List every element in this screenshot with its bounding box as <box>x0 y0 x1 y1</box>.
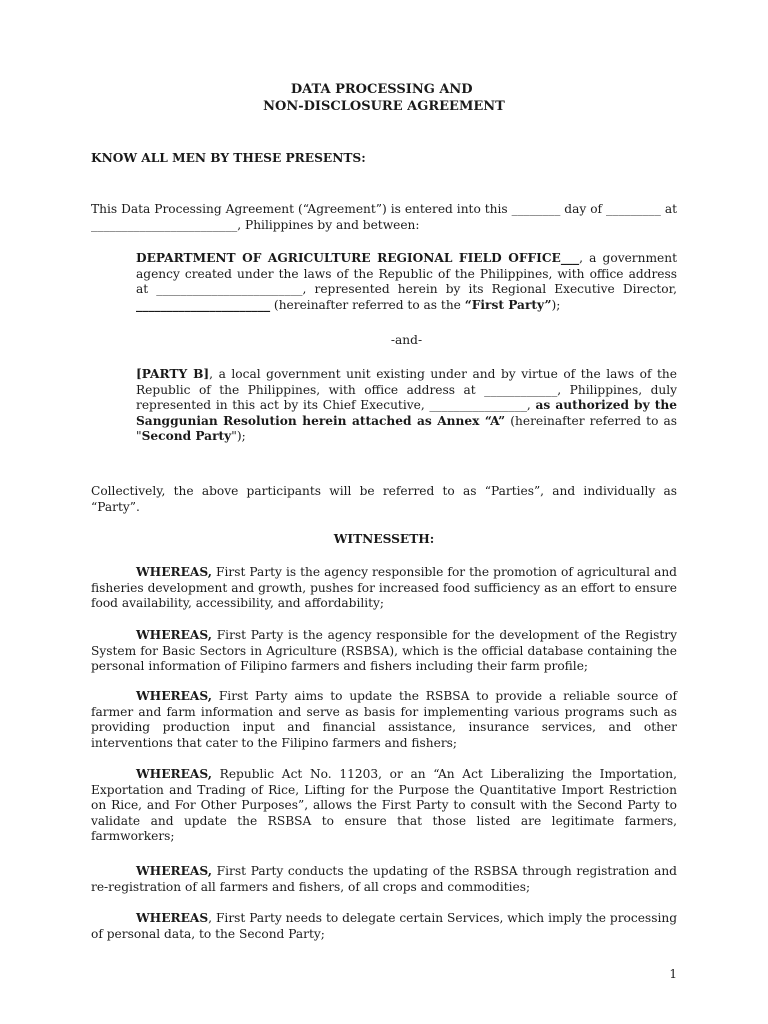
whereas-lead: WHEREAS, <box>136 767 212 781</box>
second-party-paragraph <box>136 367 677 445</box>
first-party-paragraph <box>136 251 677 313</box>
whereas-lead: WHEREAS, <box>136 689 212 703</box>
intro-text: This Data Processing Agreement (“Agreement”) is entered into this ________ day of _________ at ________________________, Philippines by and between: <box>91 202 677 232</box>
intro-paragraph <box>91 202 677 233</box>
second-party-text-3: "); <box>231 429 246 444</box>
title-line-1: DATA PROCESSING AND <box>290 82 478 97</box>
collectively-paragraph: Collectively, the above participants will be referred to as “Parties”, and individually as “Party”. <box>91 484 677 514</box>
second-party-label: Second Party <box>141 429 232 444</box>
know-all-men-heading: KNOW ALL MEN BY THESE PRESENTS: <box>91 151 366 165</box>
director-blank: ______________________ <box>136 297 271 312</box>
first-party-text-1: , a government agency created under the laws of the Republic of the Philippines, with office address at ________________________, represented herein by its Regional Executive Director, <box>136 251 677 297</box>
whereas-lead: WHEREAS, <box>136 864 212 878</box>
whereas-clause <box>91 911 677 942</box>
page-number: 1 <box>669 967 677 981</box>
first-party-text-3: ); <box>551 297 561 312</box>
document-title <box>0 81 768 115</box>
whereas-lead: WHEREAS <box>136 911 209 925</box>
whereas-clause <box>91 864 677 895</box>
whereas-text: First Party conducts the updating of the RSBSA through registration and re-registration of all farmers and fishers, of all crops and commodities; <box>91 864 677 894</box>
first-party-name: DEPARTMENT OF AGRICULTURE REGIONAL FIELD OFFICE___ <box>136 251 580 265</box>
whereas-text: , First Party needs to delegate certain Services, which imply the processing of personal data, to the Second Party; <box>91 911 677 941</box>
whereas-text: First Party is the agency responsible for the promotion of agricultural and fisheries development and growth, pushes for increased food sufficiency as an effort to ensure food availability, accessibility, and affordability; <box>91 565 677 611</box>
first-party-label: “First Party” <box>464 297 552 312</box>
second-party-text-1: , a local government unit existing under and by virtue of the laws of the Republic of the Philippines, with office address at ____________, Philippines, duly represented in this act by its Chief Executive, ________________, <box>136 367 677 413</box>
title-line-2: NON-DISCLOSURE AGREEMENT <box>263 99 505 114</box>
whereas-text: Republic Act No. 11203, or an “An Act Liberalizing the Importation, Exportation and Trading of Rice, Lifting for the Purpose the Quantitative Import Restriction on Rice, and For Other Purposes”, allows the First Party to consult with the Second Party to validate and update the RSBSA to ensure that those listed are legitimate farmers, farmworkers; <box>91 767 677 844</box>
and-separator: -and- <box>390 333 423 347</box>
whereas-lead: WHEREAS, <box>136 628 212 642</box>
second-party-text-2: (hereinafter referred to as " <box>136 413 678 444</box>
whereas-clause <box>91 565 677 612</box>
sanggunian-resolution-text: as authorized by the Sanggunian Resolution herein attached as Annex “A” <box>136 398 677 428</box>
whereas-text: First Party is the agency responsible for the development of the Registry System for Basic Sectors in Agriculture (RSBSA), which is the official database containing the personal information of Filipino farmers and fishers including their farm profile; <box>91 628 677 674</box>
whereas-clause <box>91 767 677 845</box>
whereas-clause <box>91 689 677 751</box>
whereas-text: First Party aims to update the RSBSA to provide a reliable source of farmer and farm information and serve as basis for implementing various programs such as providing production input and financial assistance, insurance services, and other interventions that cater to the Filipino farmers and fishers; <box>91 689 677 750</box>
whereas-clause <box>91 628 677 675</box>
second-party-name: [PARTY B] <box>136 367 210 381</box>
witnesseth-heading: WITNESSETH: <box>333 532 435 546</box>
first-party-text-2: (hereinafter referred to as the <box>270 297 465 312</box>
whereas-lead: WHEREAS, <box>136 565 212 579</box>
